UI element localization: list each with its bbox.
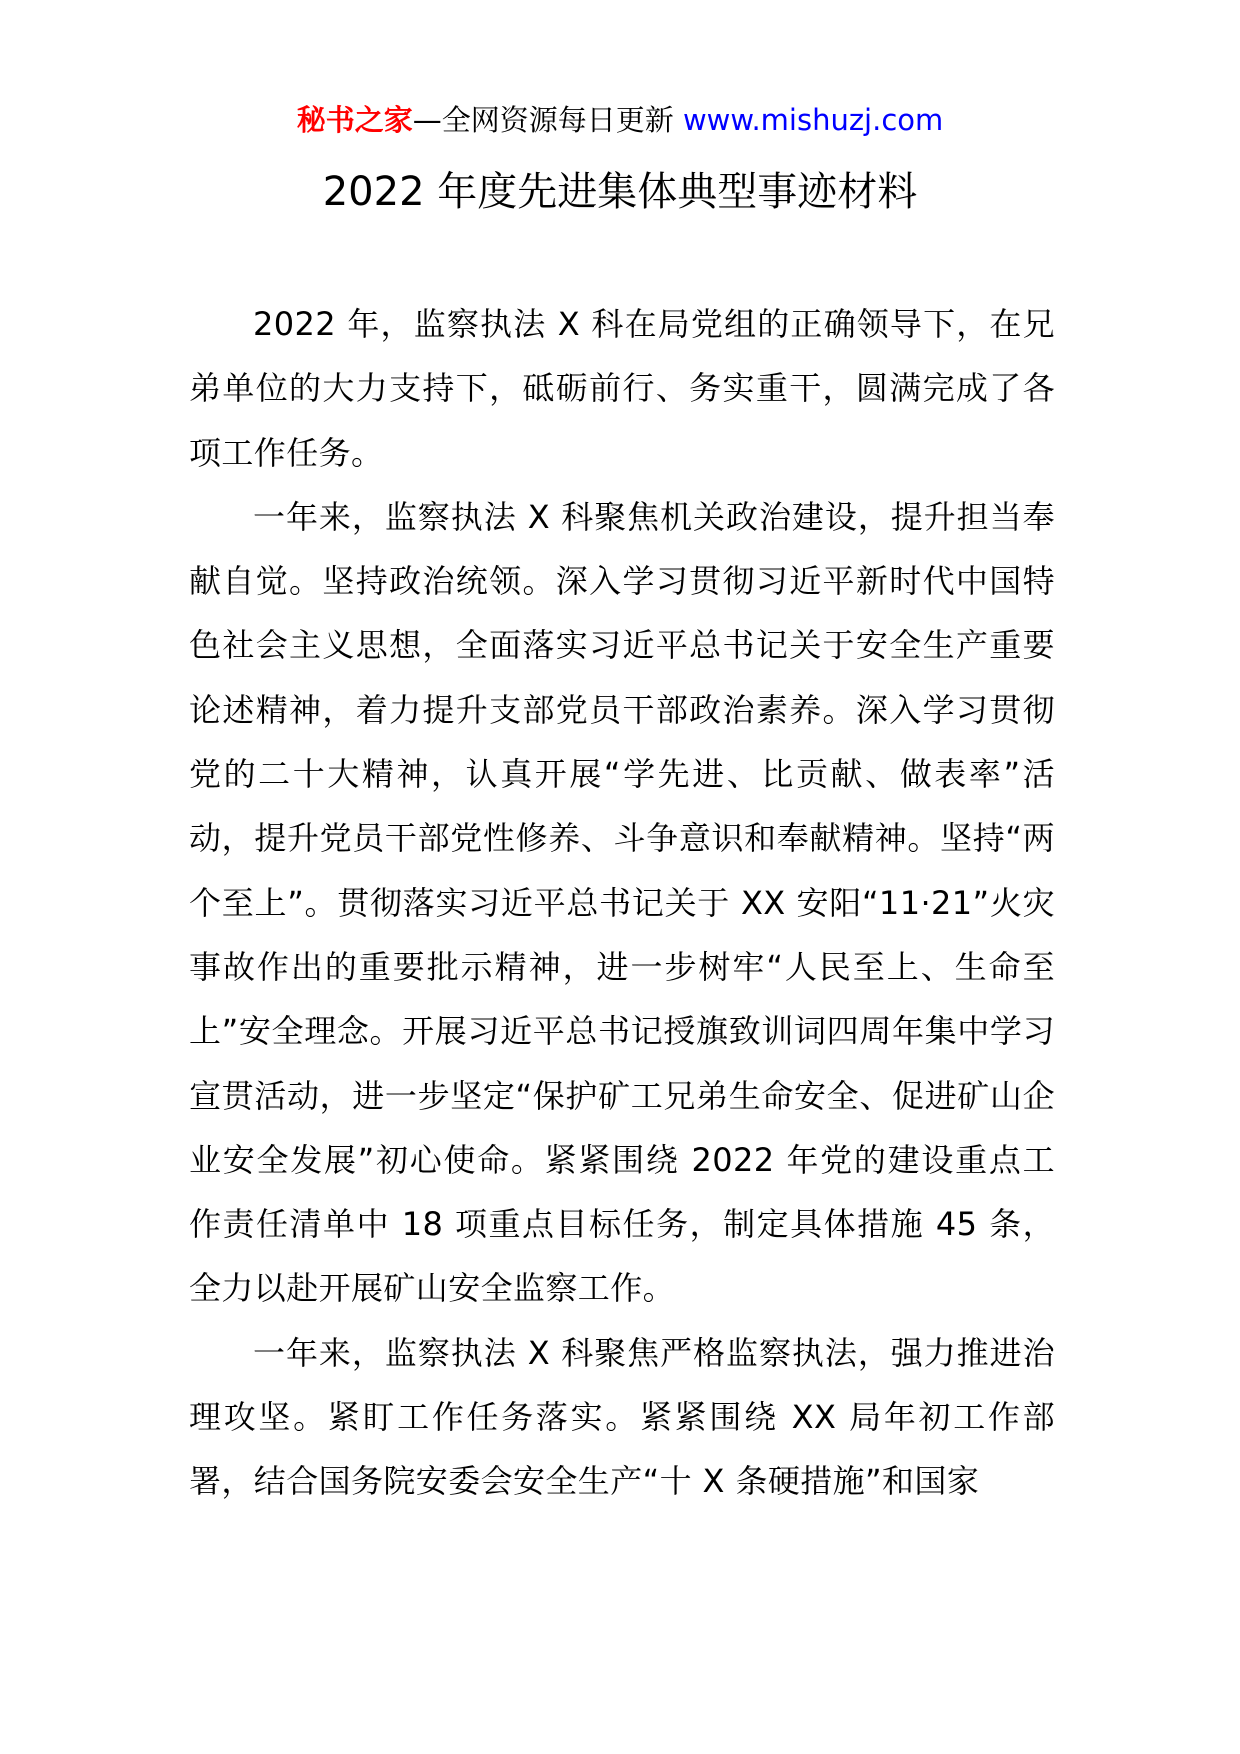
site-url-link[interactable]: www.mishuzj.com	[682, 103, 944, 137]
document-title: 2022 年度先进集体典型事迹材料	[322, 169, 918, 215]
paragraph-supervision-enforcement: 一年来，监察执法 X 科聚焦严格监察执法，强力推进治理攻坚。紧盯工作任务落实。紧紧围绕 XX 局年初工作部署，结合国务院安委会安全生产“十 X 条硬措施”和国家	[189, 1333, 1055, 1501]
header-slogan: —全网资源每日更新	[412, 103, 683, 137]
document-body	[189, 292, 1055, 1514]
site-header	[0, 100, 1240, 140]
brand-name: 秘书之家	[296, 103, 413, 137]
paragraph-political-building: 一年来，监察执法 X 科聚焦机关政治建设，提升担当奉献自觉。坚持政治统领。深入学习贯彻习近平新时代中国特色社会主义思想，全面落实习近平总书记关于安全生产重要论述精神，着力提升支部党员干部政治素养。深入学习贯彻党的二十大精神，认真开展“学先进、比贡献、做表率”活动，提升党员干部党性修养、斗争意识和奉献精神。坚持“两个至上”。贯彻落实习近平总书记关于 XX 安阳“11·21”火灾事故作出的重要批示精神，进一步树牢“人民至上、生命至上”安全理念。开展习近平总书记授旗致训词四周年集中学习宣贯活动，进一步坚定“保护矿工兄弟生命安全、促进矿山企业安全发展”初心使命。紧紧围绕 2022 年党的建设重点工作责任清单中 18 项重点目标任务，制定具体措施 45 条，全力以赴开展矿山安全监察工作。	[189, 497, 1055, 1308]
paragraph-intro: 2022 年，监察执法 X 科在局党组的正确领导下，在兄弟单位的大力支持下，砥砺前行、务实重干，圆满完成了各项工作任务。	[189, 305, 1055, 472]
